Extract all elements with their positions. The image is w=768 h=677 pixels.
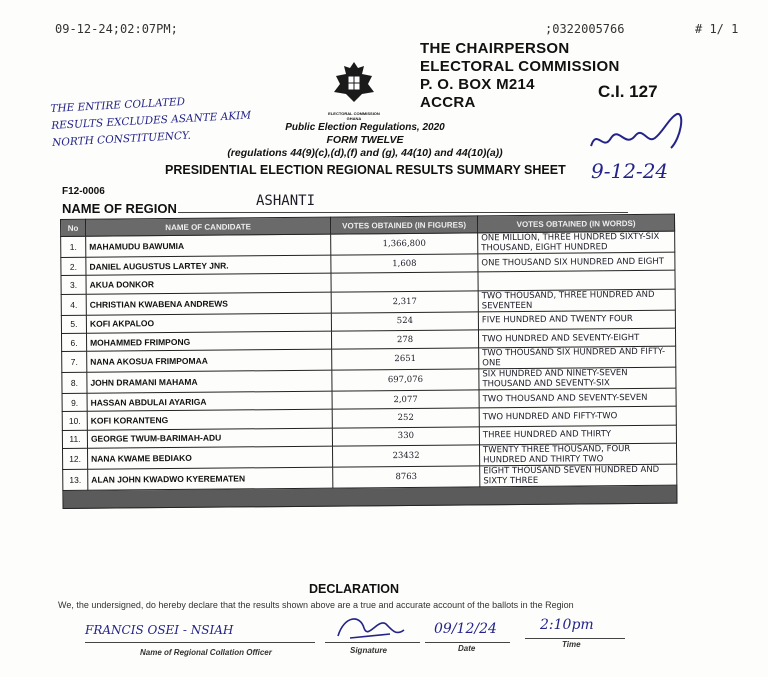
candidate-name: NANA AKOSUA FRIMPOMAA (87, 349, 332, 372)
votes-words: TWO HUNDRED AND SEVENTY-EIGHT (478, 328, 675, 348)
region-value: ASHANTI (256, 193, 316, 209)
fax-header-timestamp: 09-12-24;02:07PM; (55, 22, 178, 36)
signature-date: 9-12-24 (591, 159, 669, 183)
regulations-reference: (regulations 44(9)(c),(d),(f) and (g), 44(10) and 44(10)(a)) (227, 147, 503, 159)
header-words: VOTES OBTAINED (IN WORDS) (477, 214, 674, 233)
form-code: F12-0006 (62, 186, 105, 197)
handwritten-note-line-2: RESULTS EXCLUDES ASANTE AKIM (50, 109, 252, 132)
votes-figures: 252 (332, 408, 479, 428)
candidate-name: NANA KWAME BEDIAKO (88, 446, 333, 469)
results-table (60, 214, 678, 510)
officer-signature (330, 610, 410, 646)
row-number: 10. (62, 412, 87, 431)
officer-name-label: Name of Regional Collation Officer (140, 648, 272, 657)
row-number: 9. (62, 393, 87, 412)
votes-words: TWO THOUSAND, THREE HUNDRED AND SEVENTEEN (478, 289, 675, 312)
address-line-2: ELECTORAL COMMISSION (420, 58, 620, 75)
top-signature (585, 108, 695, 188)
row-number: 1. (61, 236, 86, 257)
votes-figures: 1,366,800 (331, 233, 478, 255)
region-label: NAME OF REGION (62, 201, 177, 216)
declaration-time: 2:10pm (540, 617, 594, 633)
date-line (425, 642, 510, 643)
form-title: PRESIDENTIAL ELECTION REGIONAL RESULTS SUMMARY SHEET (165, 163, 566, 177)
officer-name-line (85, 642, 315, 643)
candidate-name: CHRISTIAN KWABENA ANDREWS (86, 292, 331, 315)
row-number: 13. (63, 469, 88, 490)
votes-words: ONE THOUSAND SIX HUNDRED AND EIGHT (478, 252, 675, 272)
regulations-block (215, 121, 515, 160)
signature-scribble-icon (330, 610, 410, 646)
row-number: 3. (61, 276, 86, 295)
time-line (525, 638, 625, 639)
ci-number: C.I. 127 (598, 82, 658, 101)
candidate-name: GEORGE TWUM-BARIMAH-ADU (87, 428, 332, 448)
regulations-act: Public Election Regulations, 2020 (285, 122, 445, 133)
handwritten-note-line-3: NORTH CONSTITUENCY. (51, 129, 192, 149)
candidate-name: HASSAN ABDULAI AYARIGA (87, 391, 332, 411)
signature-scribble-icon (585, 108, 695, 158)
votes-figures: 2,077 (332, 390, 479, 410)
address-line-3: P. O. BOX M214 (420, 76, 535, 93)
votes-words: SIX HUNDRED AND NINETY-SEVEN THOUSAND AND SEVENTY-SIX (479, 367, 676, 390)
votes-words: EIGHT THOUSAND SEVEN HUNDRED AND SIXTY THREE (480, 464, 677, 487)
votes-figures: 2,317 (331, 290, 478, 312)
votes-figures: 8763 (333, 466, 480, 488)
votes-figures: 2651 (332, 348, 479, 370)
row-number: 7. (62, 351, 87, 372)
votes-figures: 330 (332, 427, 479, 447)
coat-of-arms-icon (322, 58, 386, 106)
header-figures: VOTES OBTAINED (IN FIGURES) (330, 216, 477, 234)
row-number: 5. (61, 315, 86, 334)
row-number: 11. (62, 430, 87, 449)
declaration-date: 09/12/24 (434, 621, 497, 637)
signature-label: Signature (350, 646, 387, 655)
time-label: Time (562, 640, 581, 649)
fax-header-number: ;0322005766 (545, 22, 625, 36)
row-number: 2. (61, 257, 86, 276)
votes-figures: 1,608 (331, 254, 478, 274)
header-no: No (61, 219, 86, 236)
votes-figures: 23432 (332, 445, 479, 467)
region-underline (178, 212, 628, 213)
candidate-name: KOFI AKPALOO (86, 313, 331, 333)
officer-name: FRANCIS OSEI - NSIAH (85, 623, 234, 637)
fax-header-page: # 1/ 1 (695, 22, 739, 36)
votes-words: FIVE HUNDRED AND TWENTY FOUR (478, 310, 675, 330)
votes-words: THREE HUNDRED AND THIRTY (479, 425, 676, 445)
candidate-name: KOFI KORANTENG (87, 410, 332, 430)
votes-words: ONE MILLION, THREE HUNDRED SIXTY-SIX THOUSAND, EIGHT HUNDRED (478, 231, 675, 254)
candidate-name: DANIEL AUGUSTUS LARTEY JNR. (86, 255, 331, 275)
header-candidate: NAME OF CANDIDATE (86, 217, 331, 236)
votes-figures (331, 272, 478, 292)
votes-words: TWENTY THREE THOUSAND, FOUR HUNDRED AND THIRTY TWO (479, 443, 676, 466)
declaration-title: DECLARATION (309, 582, 400, 596)
votes-words: TWO THOUSAND SIX HUNDRED AND FIFTY-ONE (479, 346, 676, 369)
address-line-1: THE CHAIRPERSON (420, 40, 570, 57)
address-block (420, 40, 620, 112)
address-line-4: ACCRA (420, 94, 476, 111)
votes-words (478, 270, 675, 290)
candidate-name: JOHN DRAMANI MAHAMA (87, 370, 332, 393)
votes-words: TWO HUNDRED AND FIFTY-TWO (479, 407, 676, 427)
candidate-name: ALAN JOHN KWADWO KYEREMATEN (88, 467, 333, 490)
signature-line (325, 642, 420, 643)
row-number: 6. (61, 333, 86, 352)
candidate-name: MOHAMMED FRIMPONG (86, 331, 331, 351)
row-number: 12. (63, 448, 88, 469)
votes-figures: 524 (331, 311, 478, 331)
votes-figures: 697,076 (332, 369, 479, 391)
date-label: Date (458, 644, 476, 653)
row-number: 4. (61, 294, 86, 315)
emblem-caption: ELECTORAL COMMISSION GHANA (328, 111, 380, 121)
handwritten-note-line-1: THE ENTIRE COLLATED (50, 95, 186, 115)
electoral-commission-emblem (322, 58, 386, 121)
candidate-name: MAHAMUDU BAWUMIA (86, 234, 331, 257)
form-twelve-label: FORM TWELVE (326, 134, 404, 146)
votes-figures: 278 (331, 330, 478, 350)
votes-words: TWO THOUSAND AND SEVENTY-SEVEN (479, 388, 676, 408)
declaration-text: We, the undersigned, do hereby declare that the results shown above are a true and accurate account of the ballots in the Region (58, 600, 574, 610)
candidate-name: AKUA DONKOR (86, 273, 331, 293)
row-number: 8. (62, 372, 87, 393)
